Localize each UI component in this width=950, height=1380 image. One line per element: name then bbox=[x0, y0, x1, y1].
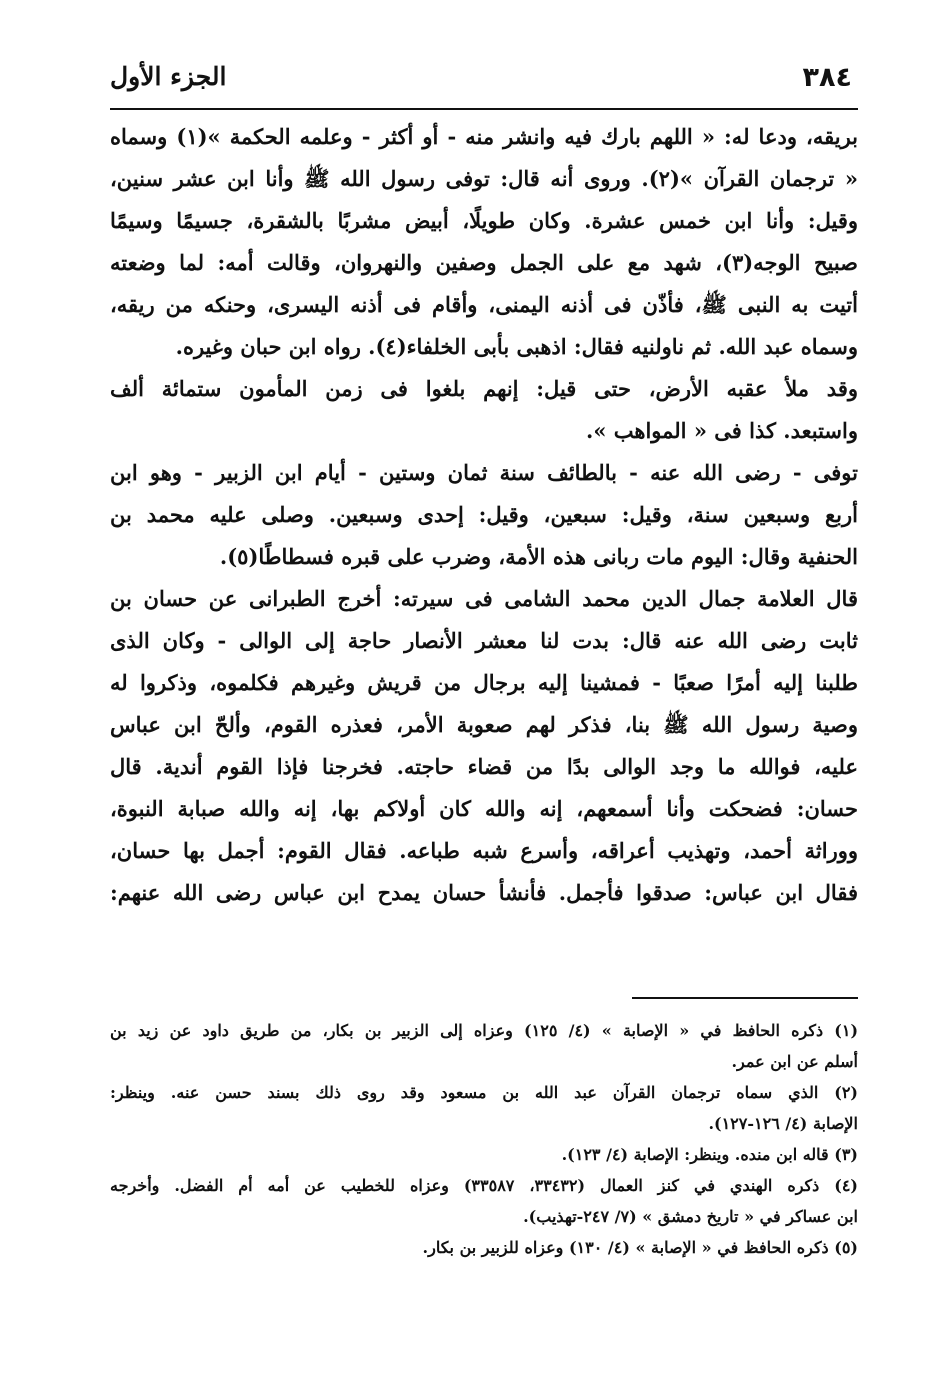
body-line: ثابت رضى الله عنه قال: بدت لنا معشر الأنصار حاجة إلى الوالى - وكان الذى bbox=[110, 628, 858, 653]
footnote-line: أسلم عن ابن عمر. bbox=[731, 1052, 858, 1071]
footnote-line: ابن عساكر في « تاريخ دمشق » (٧/ ٢٤٧-تهذيب). bbox=[523, 1207, 858, 1226]
footnote-line: (٤) ذكره الهندي في كنز العمال (٣٣٤٣٢، ٣٣٥٨٧) وعزاه للخطيب عن أمه أم الفضل. وأخرجه bbox=[110, 1176, 858, 1195]
body-line: توفى - رضى الله عنه - بالطائف سنة ثمان وستين - أيام ابن الزبير - وهو ابن bbox=[110, 460, 858, 485]
body-line: حسان: فضحكت وأنا أسمعهم، إنه والله كان أولاكم بها، إنه والله صبابة النبوة، bbox=[110, 796, 858, 821]
body-line: ووراثة أحمد، وتهذيب أعراقه، وأسرع شبه طباعه. فقال القوم: أجمل بها حسان، bbox=[110, 838, 858, 863]
body-line: « ترجمان القرآن »(٢). وروى أنه قال: توفى رسول الله ﷺ وأنا ابن عشر سنين، bbox=[110, 166, 858, 191]
body-line: أربع وسبعين سنة، وقيل: سبعين، وقيل: إحدى وسبعين. وصلى عليه محمد بن bbox=[110, 502, 858, 527]
footnotes bbox=[110, 1015, 858, 1263]
body-line: بريقه، ودعا له: « اللهم بارك فيه وانشر منه - أو أكثر - وعلمه الحكمة »(١) وسماه bbox=[110, 124, 858, 149]
body-text bbox=[110, 116, 858, 914]
body-line: وسماه عبد الله. ثم ناولنيه فقال: اذهبى بأبى الخلفاء(٤). رواه ابن حبان وغيره. bbox=[175, 334, 858, 359]
footnote-line: (١) ذكره الحافظ في « الإصابة » (٤/ ١٢٥) وعزاه إلى الزبير بن بكار، من طريق داود عن زيد بن bbox=[110, 1021, 858, 1040]
page-header bbox=[110, 62, 852, 102]
body-line: وصية رسول الله ﷺ بنا، فذكر لهم صعوبة الأمر، فعذره القوم، وألحّ ابن عباس bbox=[110, 712, 858, 737]
page-number: ٣٨٤ bbox=[802, 62, 852, 93]
header-rule bbox=[110, 108, 858, 110]
body-line: فقال ابن عباس: صدقوا فأجمل. فأنشأ حسان يمدح ابن عباس رضى الله عنهم: bbox=[110, 880, 858, 905]
body-line: الحنفية وقال: اليوم مات ربانى هذه الأمة، وضرب على قبره فسطاطًا(٥). bbox=[219, 544, 858, 569]
body-line: واستبعد. كذا فى « المواهب ». bbox=[586, 418, 858, 443]
body-line: صبيح الوجه(٣)، شهد مع على الجمل وصفين والنهروان، وقالت أمه: لما وضعته bbox=[110, 250, 858, 275]
footnote-line: الإصابة (٤/ ١٢٦-١٢٧). bbox=[708, 1114, 858, 1133]
body-line: وقد ملأ عقبه الأرض، حتى قيل: إنهم بلغوا فى زمن المأمون ستمائة ألف bbox=[110, 376, 858, 401]
body-line: طلبنا إليه أمرًا صعبًا - فمشينا إليه برجال من قريش وغيرهم فكلموه، وذكروا له bbox=[110, 670, 858, 695]
footnote-line: (٣) قاله ابن منده. وينظر: الإصابة (٤/ ١٢٣). bbox=[561, 1145, 858, 1164]
body-line: قال العلامة جمال الدين محمد الشامى فى سيرته: أخرج الطبرانى عن حسان بن bbox=[110, 586, 858, 611]
running-title: الجزء الأول bbox=[110, 62, 227, 91]
footnote-line: (٢) الذي سماه ترجمان القرآن عبد الله بن مسعود وقد روى ذلك بسند حسن عنه. وينظر: bbox=[110, 1083, 858, 1102]
footnote-line: (٥) ذكره الحافظ في « الإصابة » (٤/ ١٣٠) وعزاه للزبير بن بكار. bbox=[422, 1238, 858, 1257]
body-line: وقيل: وأنا ابن خمس عشرة. وكان طويلًا، أبيض مشربًا بالشقرة، جسيمًا وسيمًا bbox=[110, 208, 858, 233]
body-line: عليه، فوالله ما وجد الوالى بدًا من قضاء حاجته. فخرجنا فإذا القوم أندية. قال bbox=[110, 754, 858, 779]
footnote-rule bbox=[632, 997, 858, 999]
body-line: أتيت به النبى ﷺ، فأذّن فى أذنه اليمنى، وأقام فى أذنه اليسرى، وحنكه من ريقه، bbox=[110, 292, 858, 317]
